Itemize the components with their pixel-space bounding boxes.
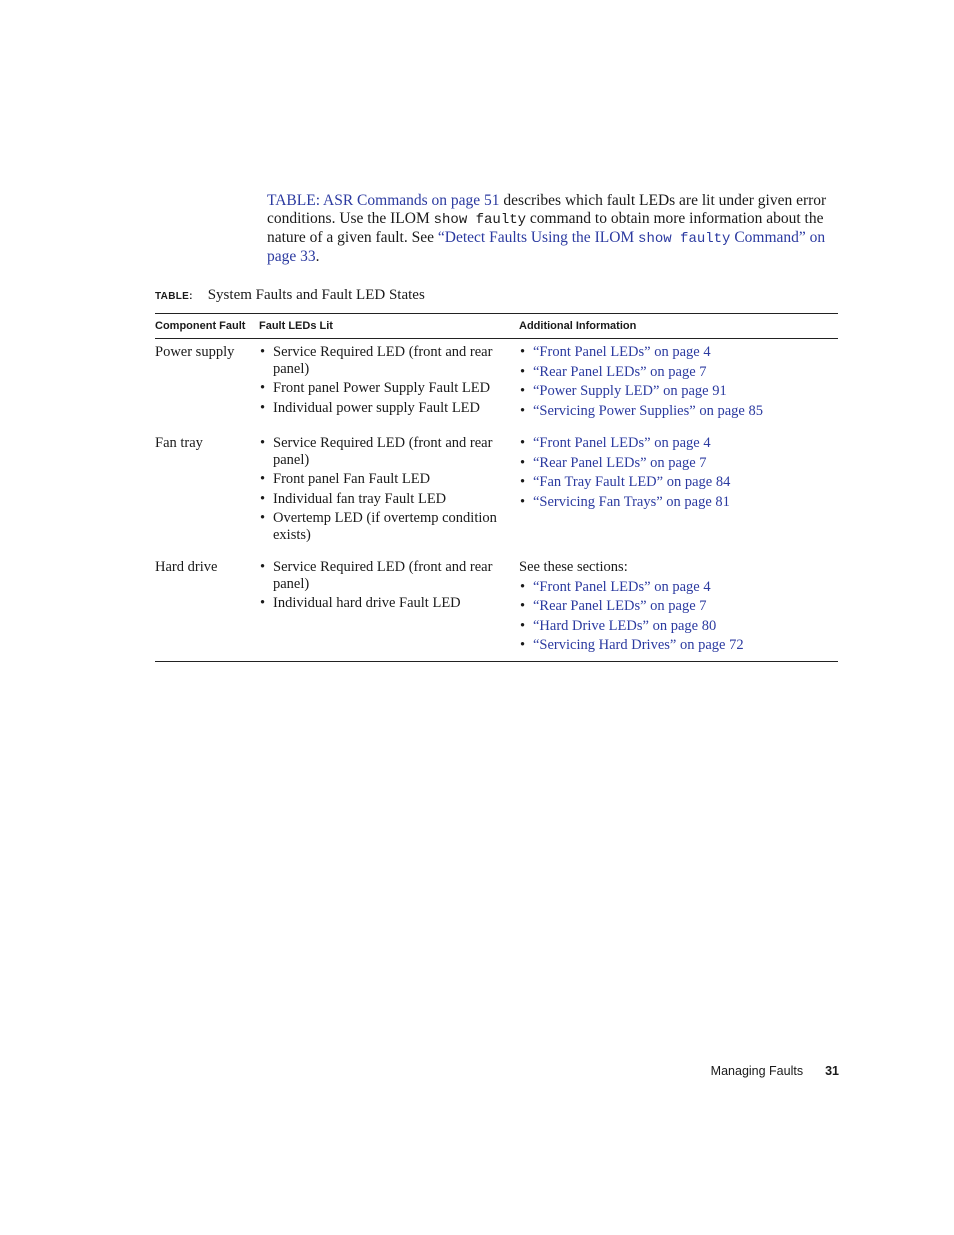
led-item: • Service Required LED (front and rear panel) <box>259 344 507 377</box>
table-row <box>155 428 838 552</box>
detect-faults-link-post: Command” on page 33 <box>267 229 826 265</box>
footer-section-title: Managing Faults <box>710 1064 804 1078</box>
intro-text-1: describes which fault LEDs are lit under given error conditions. Use the ILOM <box>267 192 827 227</box>
info-cell <box>519 428 838 552</box>
table-caption-title: System Faults and Fault LED States <box>207 287 425 303</box>
led-item: • Overtemp LED (if overtemp condition exists) <box>259 510 507 543</box>
led-item: • Individual fan tray Fault LED <box>259 491 507 508</box>
page-footer <box>711 1064 839 1078</box>
leds-cell <box>257 428 519 552</box>
table-caption <box>155 286 425 306</box>
info-list <box>519 579 838 654</box>
info-item <box>519 637 838 654</box>
intro-text-3: . <box>315 248 320 265</box>
header-component-fault: Component Fault <box>155 314 257 339</box>
info-item <box>519 474 838 491</box>
servicing-fan-trays-link[interactable]: “Servicing Fan Trays” on page 81 <box>533 493 730 510</box>
power-supply-led-link[interactable]: “Power Supply LED” on page 91 <box>533 383 727 399</box>
leds-cell <box>257 339 519 429</box>
front-panel-leds-link[interactable]: “Front Panel LEDs” on page 4 <box>533 435 711 451</box>
leds-cell <box>257 552 519 661</box>
info-item <box>519 435 838 452</box>
info-item <box>519 364 838 381</box>
info-item <box>519 579 838 596</box>
led-item: • Individual power supply Fault LED <box>259 400 507 417</box>
page-number: 31 <box>825 1064 839 1078</box>
info-item <box>519 455 838 472</box>
info-cell <box>519 339 838 429</box>
component-cell: Fan tray <box>155 435 203 451</box>
detect-faults-link-pre: “Detect Faults Using the ILOM <box>437 229 639 246</box>
info-cell <box>519 552 838 661</box>
header-fault-leds-lit: Fault LEDs Lit <box>257 314 519 339</box>
rear-panel-leds-link[interactable]: “Rear Panel LEDs” on page 7 <box>533 598 707 614</box>
rear-panel-leds-link[interactable]: “Rear Panel LEDs” on page 7 <box>533 454 707 471</box>
led-item: • Front panel Power Supply Fault LED <box>259 380 507 397</box>
component-cell: Power supply <box>155 344 235 360</box>
table-row <box>155 339 838 429</box>
led-item: • Service Required LED (front and rear panel) <box>259 435 507 468</box>
led-item: • Front panel Fan Fault LED <box>259 471 507 488</box>
fan-tray-fault-led-link[interactable]: “Fan Tray Fault LED” on page 84 <box>533 474 731 490</box>
detect-faults-link-code: show faulty <box>638 231 731 247</box>
intro-paragraph <box>267 192 839 266</box>
led-item: • Individual hard drive Fault LED <box>259 595 507 612</box>
table-caption-tag: TABLE: <box>155 291 193 302</box>
leds-list <box>157 435 519 543</box>
rear-panel-leds-link[interactable]: “Rear Panel LEDs” on page 7 <box>533 363 707 380</box>
info-item <box>519 403 838 420</box>
component-cell: Hard drive <box>155 552 257 661</box>
header-additional-information: Additional Information <box>519 314 838 339</box>
info-item <box>519 598 838 615</box>
led-item: • Service Required LED (front and rear panel) <box>259 559 507 592</box>
system-faults-table <box>155 313 838 662</box>
info-item <box>519 383 838 400</box>
table-header-row <box>155 314 838 339</box>
show-faulty-code: show faulty <box>433 212 527 228</box>
servicing-hard-drives-link[interactable]: “Servicing Hard Drives” on page 72 <box>533 637 744 653</box>
info-list <box>519 344 838 419</box>
info-item <box>519 618 838 635</box>
info-item <box>519 344 838 361</box>
info-item <box>519 494 838 511</box>
table-row <box>155 552 838 661</box>
intro-text-2: command to obtain more information about the nature of a given fault. See <box>267 210 824 246</box>
servicing-power-supplies-link[interactable]: “Servicing Power Supplies” on page 85 <box>533 402 763 419</box>
front-panel-leds-link[interactable]: “Front Panel LEDs” on page 4 <box>533 344 711 360</box>
hard-drive-leds-link[interactable]: “Hard Drive LEDs” on page 80 <box>533 617 717 634</box>
info-list <box>519 435 838 510</box>
info-intro: See these sections: <box>519 559 628 575</box>
front-panel-leds-link[interactable]: “Front Panel LEDs” on page 4 <box>533 578 711 595</box>
asr-commands-link[interactable]: TABLE: ASR Commands on page 51 <box>267 192 500 209</box>
